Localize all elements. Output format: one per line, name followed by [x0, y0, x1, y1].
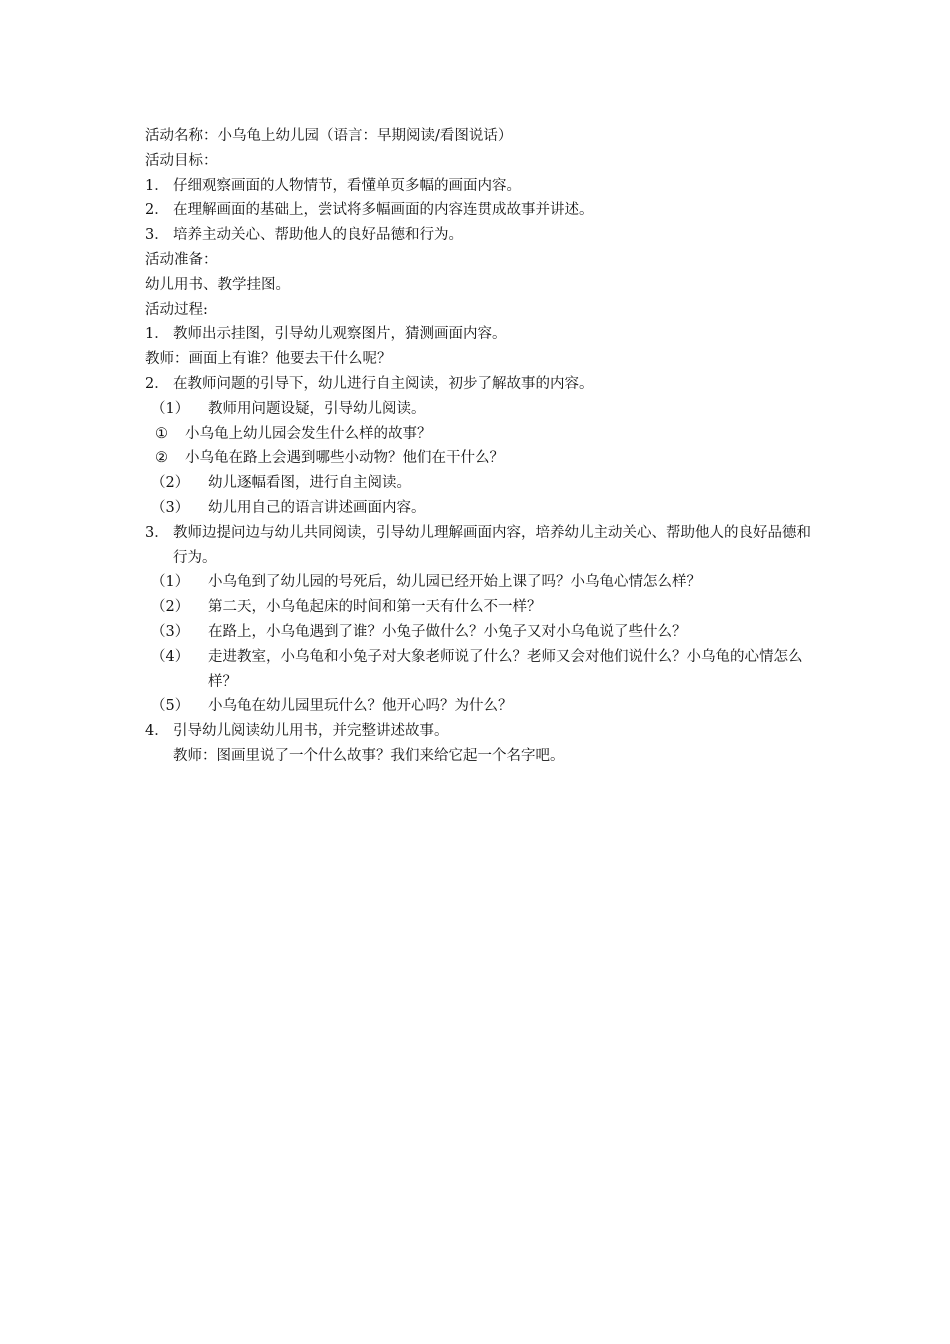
goal-number: 1． — [145, 177, 169, 194]
step-number: 4． — [145, 723, 169, 740]
step-number: 2． — [145, 375, 169, 392]
question-item — [145, 422, 815, 447]
process-heading: 活动过程: — [145, 301, 208, 318]
process-step — [145, 322, 815, 347]
goal-item — [145, 198, 815, 223]
sub-step-text: 小乌龟到了幼儿园的号死后，幼儿园已经开始上课了吗？小乌龟心情怎么样？ — [208, 574, 701, 591]
question-number: ② — [155, 450, 168, 467]
sub-step-number: （1） — [151, 400, 190, 417]
sub-step-text: 教师用问题设疑，引导幼儿阅读。 — [208, 400, 426, 417]
sub-step-number: （4） — [151, 648, 190, 665]
sub-step-text: 走进教室，小乌龟和小兔子对大象老师说了什么？老师又会对他们说什么？小乌龟的心情怎么样？ — [208, 648, 803, 690]
process-step — [145, 719, 815, 744]
goal-item — [145, 174, 815, 199]
sub-step-number: （2） — [151, 599, 190, 616]
step-text: 教师出示挂图，引导幼儿观察图片，猜测画面内容。 — [173, 326, 507, 343]
sub-step-number: （1） — [151, 574, 190, 591]
step-number: 1． — [145, 326, 169, 343]
step-text: 在教师问题的引导下，幼儿进行自主阅读，初步了解故事的内容。 — [173, 375, 594, 392]
activity-title: 活动名称：小乌龟上幼儿园（语言：早期阅读/看图说话） — [145, 128, 513, 144]
sub-step — [145, 471, 815, 496]
question-text: 小乌龟在路上会遇到哪些小动物？他们在干什么？ — [185, 450, 504, 467]
sub-step-text: 小乌龟在幼儿园里玩什么？他开心吗？为什么？ — [208, 698, 513, 715]
sub-step-text: 第二天，小乌龟起床的时间和第一天有什么不一样？ — [208, 599, 542, 616]
question-text: 小乌龟上幼儿园会发生什么样的故事？ — [185, 425, 432, 442]
teacher-line: 教师：画面上有谁？他要去干什么呢？ — [145, 351, 392, 368]
step-text: 教师边提问边与幼儿共同阅读，引导幼儿理解画面内容，培养幼儿主动关心、帮助他人的良好品德和行为。 — [173, 524, 811, 566]
sub-step — [145, 397, 815, 422]
goal-number: 2． — [145, 202, 169, 219]
step-text: 引导幼儿阅读幼儿用书，并完整讲述故事。 — [173, 723, 449, 740]
document-body — [145, 124, 815, 769]
sub-step-text: 幼儿逐幅看图，进行自主阅读。 — [208, 475, 411, 492]
sub-step — [145, 694, 815, 719]
sub-step — [145, 496, 815, 521]
teacher-line: 教师：图画里说了一个什么故事？我们来给它起一个名字吧。 — [173, 747, 565, 764]
sub-step — [145, 570, 815, 595]
prep-text: 幼儿用书、教学挂图。 — [145, 276, 290, 293]
step-number: 3． — [145, 524, 169, 541]
sub-step — [145, 645, 815, 695]
sub-step-text: 幼儿用自己的语言讲述画面内容。 — [208, 499, 426, 516]
sub-step — [145, 620, 815, 645]
process-step — [145, 521, 815, 571]
sub-step-number: （3） — [151, 499, 190, 516]
goal-text: 培养主动关心、帮助他人的良好品德和行为。 — [173, 227, 463, 244]
goal-item — [145, 223, 815, 248]
question-item — [145, 446, 815, 471]
sub-step — [145, 595, 815, 620]
goal-text: 在理解画面的基础上，尝试将多幅画面的内容连贯成故事并讲述。 — [173, 202, 594, 219]
goal-text: 仔细观察画面的人物情节，看懂单页多幅的画面内容。 — [173, 177, 521, 194]
process-step — [145, 372, 815, 397]
sub-step-number: （5） — [151, 698, 190, 715]
sub-step-text: 在路上，小乌龟遇到了谁？小兔子做什么？小兔子又对小乌龟说了些什么？ — [208, 623, 687, 640]
prep-heading: 活动准备： — [145, 251, 218, 268]
question-number: ① — [155, 425, 168, 442]
sub-step-number: （3） — [151, 623, 190, 640]
goals-heading: 活动目标： — [145, 152, 218, 169]
goal-number: 3． — [145, 227, 169, 244]
sub-step-number: （2） — [151, 475, 190, 492]
